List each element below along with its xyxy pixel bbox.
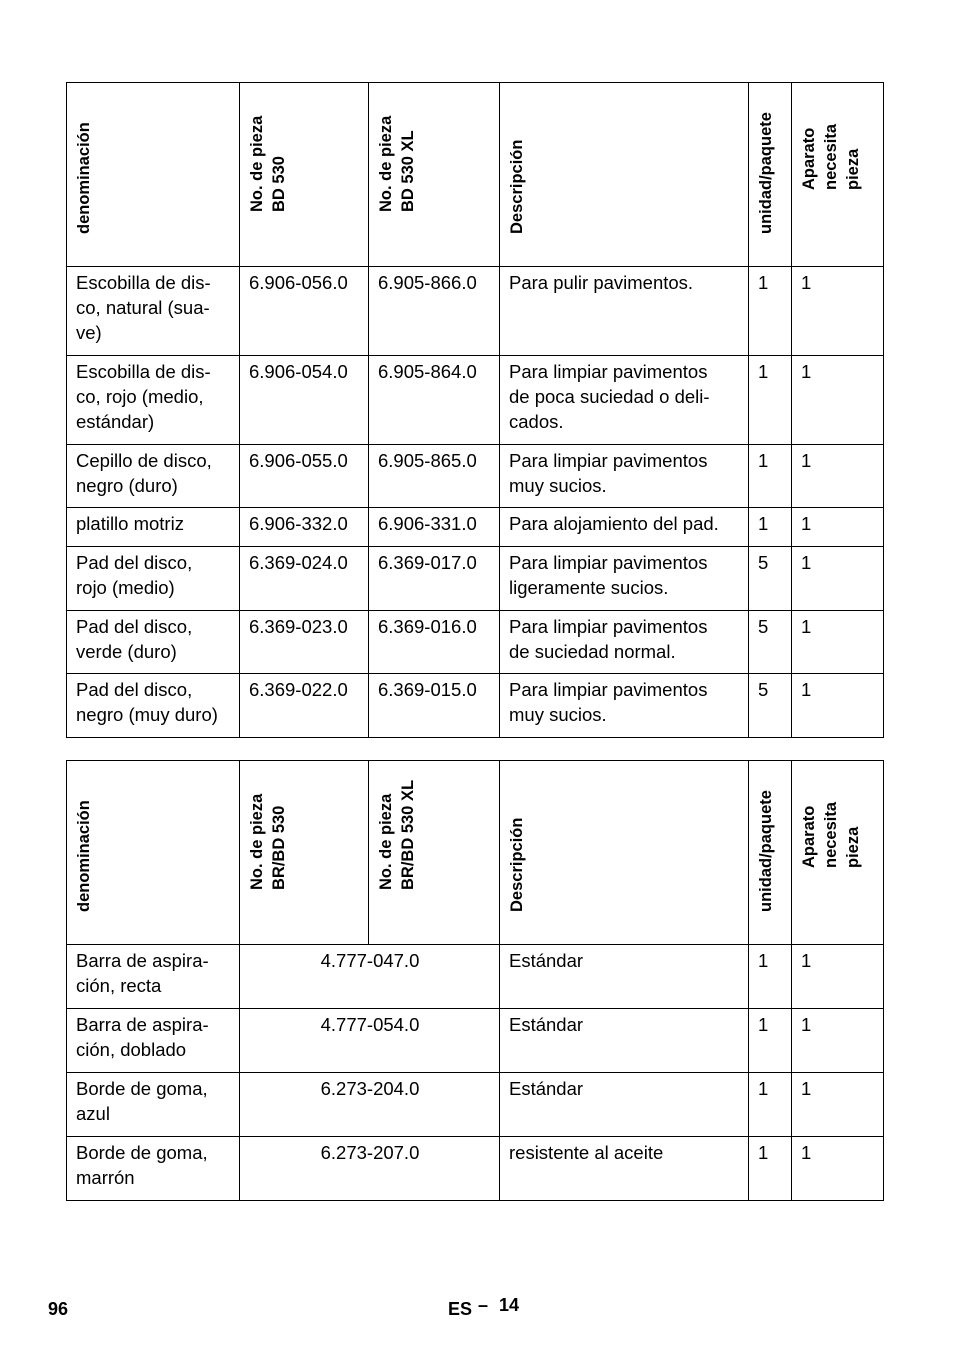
cell-part-number: 6.273-204.0: [240, 1073, 500, 1137]
cell-descripcion: Estándar: [500, 1009, 749, 1073]
cell-unidad-paquete: 5: [749, 611, 792, 674]
cell-denominacion: Barra de aspira- ción, recta: [67, 945, 240, 1009]
cell-denominacion: Pad del disco, rojo (medio): [67, 547, 240, 611]
cell-descripcion: Estándar: [500, 945, 749, 1009]
cell-descripcion: Para pulir pavimentos.: [500, 267, 749, 356]
cell-unidad-paquete: 1: [749, 445, 792, 508]
cell-part-number-bd530xl: 6.369-016.0: [369, 611, 500, 674]
cell-part-number-bd530: 6.906-056.0: [240, 267, 369, 356]
table-header-row: [67, 761, 884, 945]
language-code: ES: [448, 1299, 473, 1319]
cell-aparato-necesita: 1: [792, 267, 884, 356]
cell-denominacion: Borde de goma, marrón: [67, 1137, 240, 1201]
cell-descripcion: Para limpiar pavimentos muy sucios.: [500, 674, 749, 738]
table-row: [67, 1073, 884, 1137]
table-row: [67, 547, 884, 611]
parts-table-bd530: [66, 82, 884, 738]
cell-descripcion: Para limpiar pavimentos muy sucios.: [500, 445, 749, 508]
cell-part-number: 4.777-054.0: [240, 1009, 500, 1073]
cell-descripcion: Estándar: [500, 1073, 749, 1137]
cell-part-number: 6.273-207.0: [240, 1137, 500, 1201]
cell-aparato-necesita: 1: [792, 547, 884, 611]
cell-unidad-paquete: 5: [749, 674, 792, 738]
cell-denominacion: Cepillo de disco, negro (duro): [67, 445, 240, 508]
header-unidad-paquete: unidad/paquete: [749, 83, 792, 267]
cell-aparato-necesita: 1: [792, 674, 884, 738]
cell-part-number-bd530xl: 6.906-331.0: [369, 508, 500, 547]
cell-denominacion: Pad del disco, verde (duro): [67, 611, 240, 674]
cell-part-number-bd530xl: 6.905-864.0: [369, 356, 500, 445]
cell-part-number-bd530: 6.906-054.0: [240, 356, 369, 445]
cell-part-number-bd530: 6.369-024.0: [240, 547, 369, 611]
cell-aparato-necesita: 1: [792, 1073, 884, 1137]
header-part-number-bd530xl: No. de pieza BD 530 XL: [369, 83, 500, 267]
header-part-number-brbd530xl: No. de pieza BR/BD 530 XL: [369, 761, 500, 945]
cell-part-number-bd530xl: 6.369-017.0: [369, 547, 500, 611]
parts-table-brbd530: [66, 760, 884, 1201]
cell-part-number: 4.777-047.0: [240, 945, 500, 1009]
cell-part-number-bd530xl: 6.905-866.0: [369, 267, 500, 356]
separator-dash: –: [478, 1295, 489, 1315]
header-unidad-paquete: unidad/paquete: [749, 761, 792, 945]
cell-unidad-paquete: 1: [749, 267, 792, 356]
header-part-number-brbd530: No. de pieza BR/BD 530: [240, 761, 369, 945]
cell-aparato-necesita: 1: [792, 1137, 884, 1201]
cell-unidad-paquete: 1: [749, 508, 792, 547]
cell-denominacion: Escobilla de dis- co, rojo (medio, estándar): [67, 356, 240, 445]
page-number: 96: [48, 1299, 69, 1319]
header-denominacion: denominación: [67, 761, 240, 945]
header-aparato-necesita: Aparato necesita pieza: [792, 83, 884, 267]
table-header-row: [67, 83, 884, 267]
cell-descripcion: Para limpiar pavimentos ligeramente sucios.: [500, 547, 749, 611]
header-part-number-bd530: No. de pieza BD 530: [240, 83, 369, 267]
table-row: [67, 674, 884, 738]
cell-denominacion: Escobilla de dis- co, natural (sua- ve): [67, 267, 240, 356]
cell-aparato-necesita: 1: [792, 611, 884, 674]
header-denominacion: denominación: [67, 83, 240, 267]
cell-descripcion: Para limpiar pavimentos de suciedad normal.: [500, 611, 749, 674]
cell-unidad-paquete: 1: [749, 1009, 792, 1073]
table-row: [67, 1009, 884, 1073]
cell-unidad-paquete: 1: [749, 1073, 792, 1137]
cell-part-number-bd530xl: 6.905-865.0: [369, 445, 500, 508]
cell-aparato-necesita: 1: [792, 356, 884, 445]
header-descripcion: Descripción: [500, 83, 749, 267]
cell-part-number-bd530: 6.906-055.0: [240, 445, 369, 508]
header-descripcion: Descripción: [500, 761, 749, 945]
table-row: [67, 945, 884, 1009]
cell-denominacion: Borde de goma, azul: [67, 1073, 240, 1137]
cell-descripcion: Para limpiar pavimentos de poca suciedad o deli- cados.: [500, 356, 749, 445]
cell-part-number-bd530: 6.369-023.0: [240, 611, 369, 674]
cell-aparato-necesita: 1: [792, 508, 884, 547]
cell-aparato-necesita: 1: [792, 445, 884, 508]
cell-unidad-paquete: 1: [749, 1137, 792, 1201]
cell-denominacion: platillo motriz: [67, 508, 240, 547]
cell-denominacion: Pad del disco, negro (muy duro): [67, 674, 240, 738]
section-page-label: [448, 1295, 520, 1320]
cell-unidad-paquete: 1: [749, 356, 792, 445]
cell-unidad-paquete: 1: [749, 945, 792, 1009]
table-row: [67, 356, 884, 445]
cell-denominacion: Barra de aspira- ción, doblado: [67, 1009, 240, 1073]
section-page-number: 14: [499, 1295, 520, 1315]
cell-part-number-bd530: 6.369-022.0: [240, 674, 369, 738]
header-aparato-necesita: Aparato necesita pieza: [792, 761, 884, 945]
cell-descripcion: resistente al aceite: [500, 1137, 749, 1201]
table-row: [67, 445, 884, 508]
cell-aparato-necesita: 1: [792, 945, 884, 1009]
table-row: [67, 611, 884, 674]
cell-part-number-bd530xl: 6.369-015.0: [369, 674, 500, 738]
cell-unidad-paquete: 5: [749, 547, 792, 611]
table-row: [67, 267, 884, 356]
cell-aparato-necesita: 1: [792, 1009, 884, 1073]
table-row: [67, 1137, 884, 1201]
cell-descripcion: Para alojamiento del pad.: [500, 508, 749, 547]
table-row: [67, 508, 884, 547]
cell-part-number-bd530: 6.906-332.0: [240, 508, 369, 547]
